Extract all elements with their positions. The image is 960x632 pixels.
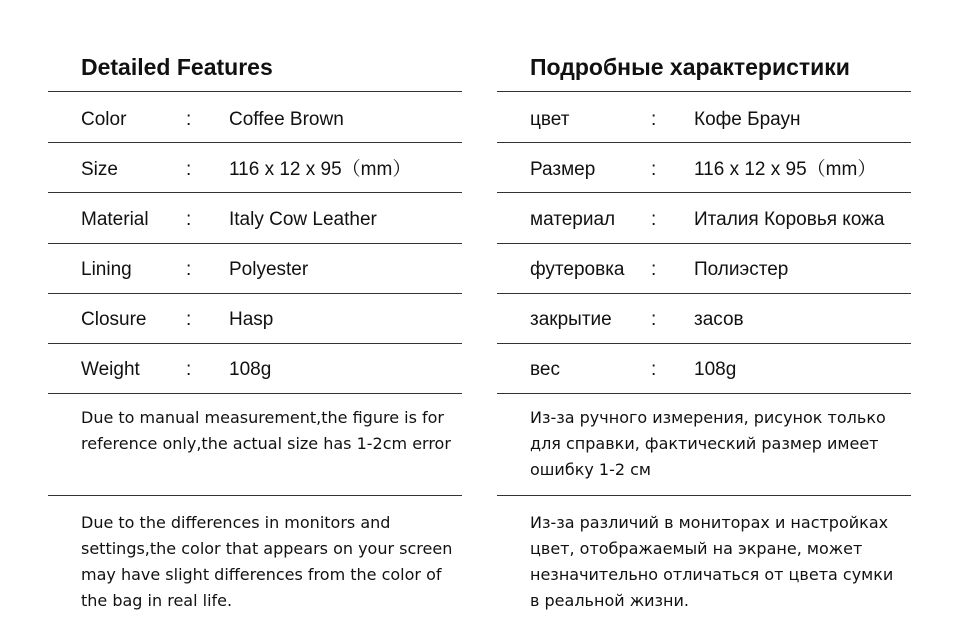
- spec-label: вес: [530, 359, 560, 380]
- spec-colon: :: [186, 309, 192, 330]
- spec-colon: :: [651, 259, 657, 280]
- spec-value: 108g: [694, 359, 737, 380]
- divider: [497, 495, 911, 496]
- spec-value: Italy Cow Leather: [229, 209, 377, 230]
- divider: [497, 393, 911, 394]
- spec-label: закрытие: [530, 309, 612, 330]
- measurement-note: Due to manual measurement,the figure is for reference only,the actual size has 1-2cm error: [81, 408, 451, 453]
- spec-colon: :: [186, 259, 192, 280]
- panel-title: Detailed Features: [81, 54, 273, 80]
- divider: [497, 91, 911, 92]
- spec-value: Италия Коровья кожа: [694, 209, 885, 230]
- spec-colon: :: [651, 309, 657, 330]
- spec-label: Weight: [81, 359, 140, 380]
- spec-colon: :: [651, 209, 657, 230]
- divider: [497, 142, 911, 143]
- spec-label: футеровка: [530, 259, 625, 280]
- panel-title: Подробные характеристики: [530, 54, 850, 80]
- spec-colon: :: [651, 109, 657, 130]
- spec-colon: :: [186, 359, 192, 380]
- spec-row-weight: [48, 344, 462, 394]
- spec-value: Coffee Brown: [229, 109, 344, 130]
- spec-row-color: [497, 94, 911, 144]
- divider: [48, 495, 462, 496]
- spec-label: Closure: [81, 309, 147, 330]
- spec-colon: :: [186, 159, 192, 180]
- spec-label: Размер: [530, 159, 596, 180]
- spec-label: цвет: [530, 109, 570, 130]
- spec-row-size: [497, 144, 911, 194]
- spec-value: 116 x 12 x 95（mm）: [229, 159, 412, 180]
- spec-row-lining: [497, 244, 911, 294]
- spec-value: Hasp: [229, 309, 274, 330]
- spec-row-weight: [497, 344, 911, 394]
- spec-row-closure: [48, 294, 462, 344]
- spec-label: Lining: [81, 259, 132, 280]
- spec-colon: :: [651, 359, 657, 380]
- spec-row-color: [48, 94, 462, 144]
- divider: [48, 91, 462, 92]
- spec-row-size: [48, 144, 462, 194]
- spec-row-closure: [497, 294, 911, 344]
- spec-colon: :: [186, 109, 192, 130]
- divider: [48, 142, 462, 143]
- spec-label: Size: [81, 159, 118, 180]
- spec-colon: :: [186, 209, 192, 230]
- spec-value: 116 x 12 x 95（mm）: [694, 159, 877, 180]
- spec-value: Кофе Браун: [694, 109, 801, 130]
- divider: [48, 393, 462, 394]
- spec-row-material: [48, 194, 462, 244]
- spec-row-lining: [48, 244, 462, 294]
- spec-label: материал: [530, 209, 616, 230]
- spec-label: Color: [81, 109, 127, 130]
- spec-value: Полиэстер: [694, 259, 789, 280]
- color-note: Из-за различий в мониторах и настройках цвет, отображаемый на экране, может незначительно отличаться от цвета сумки в реальной жизни.: [530, 513, 894, 610]
- divider: [497, 192, 911, 193]
- spec-value: Polyester: [229, 259, 309, 280]
- spec-row-material: [497, 194, 911, 244]
- color-note: Due to the differences in monitors and settings,the color that appears on your screen may have slight differences from the color of the bag in real life.: [81, 513, 453, 610]
- measurement-note: Из-за ручного измерения, рисунок только для справки, фактический размер имеет ошибку 1-2 см: [530, 408, 886, 479]
- spec-value: 108g: [229, 359, 272, 380]
- divider: [48, 192, 462, 193]
- spec-colon: :: [651, 159, 657, 180]
- spec-value: засов: [694, 309, 744, 330]
- spec-label: Material: [81, 209, 149, 230]
